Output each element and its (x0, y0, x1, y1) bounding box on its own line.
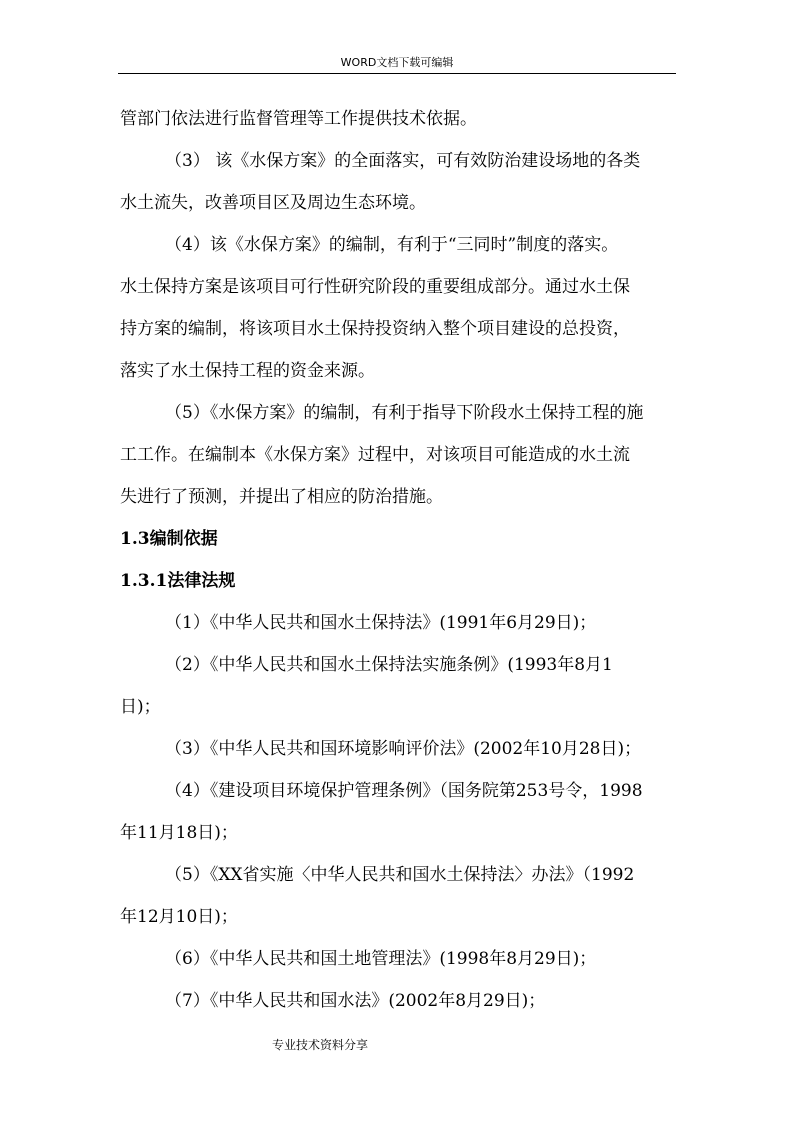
paragraph-line: （5）《水保方案》的编制，有利于指导下阶段水土保持工程的施 (165, 403, 644, 423)
list-item-continuation: 年11月18日)； (120, 823, 238, 843)
paragraph-line: （3） 该《水保方案》的全面落实，可有效防治建设场地的各类 (165, 151, 641, 171)
subsection-heading: 1.3.1法律法规 (120, 571, 236, 591)
list-item-continuation: 年12月10日)； (120, 907, 238, 927)
section-heading: 1.3编制依据 (120, 529, 218, 549)
paragraph-line: 水土流失，改善项目区及周边生态环境。 (120, 193, 426, 213)
list-item: （6）《中华人民共和国土地管理法》(1998年8月29日)； (165, 949, 597, 969)
paragraph-line: 持方案的编制，将该项目水土保持投资纳入整个项目建设的总投资， (120, 319, 630, 339)
list-item: （4）《建设项目环境保护管理条例》（国务院第253号令，1998 (165, 781, 643, 801)
list-item: （1）《中华人民共和国水土保持法》(1991年6月29日)； (165, 613, 597, 633)
page-header: WORD文档下载可编辑 (340, 56, 454, 69)
list-item: （7）《中华人民共和国水法》(2002年8月29日)； (165, 991, 546, 1011)
paragraph-line: 水土保持方案是该项目可行性研究阶段的重要组成部分。通过水土保 (120, 277, 630, 297)
paragraph-line: 失进行了预测，并提出了相应的防治措施。 (120, 487, 443, 507)
list-item: （3）《中华人民共和国环境影响评价法》(2002年10月28日)； (165, 739, 642, 759)
list-item-continuation: 日)； (120, 697, 161, 717)
document-body (120, 98, 676, 1022)
page-footer: 专业技术资料分享 (271, 1038, 368, 1052)
paragraph-line: 落实了水土保持工程的资金来源。 (120, 361, 375, 381)
paragraph-line: 工工作。在编制本《水保方案》过程中，对该项目可能造成的水土流 (120, 445, 630, 465)
paragraph-line: 管部门依法进行监督管理等工作提供技术依据。 (120, 109, 477, 129)
list-item: （2）《中华人民共和国水土保持法实施条例》(1993年8月1 (165, 655, 613, 675)
list-item: （5）《XX省实施〈中华人民共和国水土保持法〉办法》（1992 (165, 865, 635, 885)
header-divider (118, 73, 676, 74)
paragraph-line: （4）该《水保方案》的编制，有利于“三同时”制度的落实。 (165, 235, 619, 255)
